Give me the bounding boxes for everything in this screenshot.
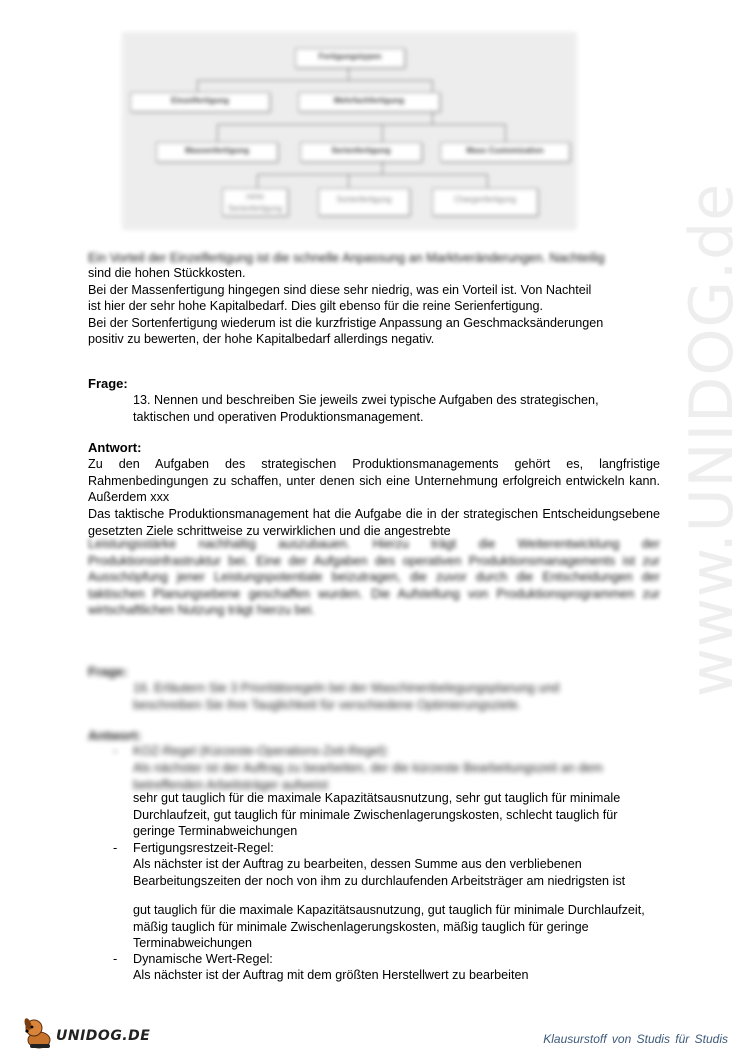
fertigungsrestzeit-rule-evaluation: gut tauglich für die maximale Kapazitätsausnutzung, gut tauglich für minimale Durchlaufzeit, mäßig tauglich für minimale Zwischenlagerungskosten, mäßig tauglich für geringe Terminabweichungen	[133, 903, 645, 951]
dynamische-wert-rule-title: Dynamische Wert-Regel:	[133, 952, 273, 966]
diagram-sortenfertigung-box: Sortenfertigung	[318, 188, 410, 216]
question-16-line-2: beschreiben Sie ihre Tauglichkeit für verschiedene Optimierungsziele.	[133, 697, 522, 712]
diagram-mehrfachfertigung-box: Mehrfachfertigung	[298, 92, 440, 112]
logo-text: UNIDOG.DE	[56, 1028, 151, 1044]
diagram-einzelfertigung-box: Einzelfertigung	[130, 92, 270, 112]
question-16-text	[133, 680, 633, 713]
question-16-label: Frage:	[88, 664, 128, 679]
answer-13-text-taktisch	[88, 506, 660, 539]
list-dash: -	[113, 952, 118, 966]
answer-13-blurred-text: Leistungsstärke nachhaltig auszubauen. Hierzu trägt die Weiterentwicklung der Produktionsinfrastruktur bei. Eine der Aufgaben des operativen Produktionsmanagements ist zur Ausschöpfung jener Leistungspotentiale beizutragen, die zuvor durch die Entscheidungen der taktischen Planungsebene geschaffen wurden. Die Aufstellung von Produktionsprogrammen zur wirtschaftlichen Nutzung trägt hierzu bei.	[88, 537, 660, 618]
dynamische-wert-rule-description: Als nächster ist der Auftrag mit dem größten Herstellwert zu bearbeiten	[133, 968, 529, 982]
unidog-watermark: www.UNIDOG.de	[677, 182, 747, 698]
koz-rule-evaluation: sehr gut tauglich für die maximale Kapazitätsausnutzung, sehr gut tauglich für minimale Durchlaufzeit, gut tauglich für minimale Zwischenlagerungskosten, schlecht tauglich für geringe Terminabweichungen	[133, 791, 621, 839]
fertigungsrestzeit-rule-title: Fertigungsrestzeit-Regel:	[133, 841, 274, 855]
question-13-line-1: 13. Nennen und beschreiben Sie jeweils zwei typische Aufgaben des strategischen,	[133, 393, 599, 407]
answer-13-taktisch-sentence: Das taktische Produktionsmanagement hat die Aufgabe die in der strategischen Entscheidungsebene gesetzten Ziele schrittweise zu verwirklichen und die angestrebte	[88, 507, 660, 538]
footer-tagline: Klausurstoff von Studis für Studis	[543, 1032, 728, 1046]
question-13-line-2: taktischen und operativen Produktionsmanagement.	[133, 409, 424, 424]
diagram-massenfertigung-box: Massenfertigung	[156, 142, 278, 162]
diagram-chargenfertigung-box: Chargenfertigung	[432, 188, 538, 216]
section1-line-3: ist hier der sehr hohe Kapitalbedarf. Dies gilt ebenso für die reine Serienfertigung.	[88, 299, 544, 314]
answer-13-label: Antwort:	[88, 440, 142, 455]
diagram-root-box: Fertigungstypen	[295, 48, 405, 68]
section1-line-1: sind die hohen Stückkosten.	[88, 266, 246, 280]
production-types-diagram	[122, 32, 577, 230]
list-dash: -	[113, 744, 118, 758]
question-16-line-1: 16. Erläutern Sie 3 Prioritätsregeln bei der Maschinenbelegungsplanung und	[133, 681, 560, 695]
list-dash: -	[113, 841, 118, 855]
unidog-logo[interactable]	[22, 1016, 152, 1052]
answer-16-label: Antwort:	[88, 728, 142, 743]
question-13-label: Frage:	[88, 376, 128, 391]
koz-rule-description: Als nächster ist der Auftrag zu bearbeiten, der die kürzeste Bearbeitungszeit an dem betreffenden Arbeitsträger aufweist	[133, 761, 603, 792]
diagram-serienfertigung-box: Serienfertigung	[300, 142, 422, 162]
question-13-text	[133, 392, 663, 425]
answer-13-text: Zu den Aufgaben des strategischen Produktionsmanagements gehört es, langfristige Rahmenbedingungen zu schaffen, unter denen sich eine Unternehmung erfolgreich entwickeln kann. Außerdem xxx	[88, 457, 660, 505]
diagram-mass-customization-box: Mass Customization	[440, 142, 570, 162]
koz-rule-title: KOZ-Regel (Kürzeste-Operations-Zeit-Regel):	[133, 744, 390, 758]
section1-line-2: Bei der Massenfertigung hingegen sind diese sehr niedrig, was ein Vorteil ist. Von Nachteil	[88, 282, 592, 297]
section1-line-5: positiv zu bewerten, der hohe Kapitalbedarf allerdings negativ.	[88, 332, 435, 347]
section1-text	[88, 265, 688, 348]
dog-mascot-icon	[22, 1016, 58, 1052]
section1-line-4: Bei der Sortenfertigung wiederum ist die kurzfristige Anpassung an Geschmacksänderungen	[88, 315, 604, 330]
diagram-reine-serienfertigung-box: reine Serienfertigung	[222, 188, 288, 216]
fertigungsrestzeit-rule-description: Als nächster ist der Auftrag zu bearbeiten, dessen Summe aus den verbliebenen Bearbeitungszeiten der noch von ihm zu durchlaufenden Arbeitsträger am niedrigsten ist	[133, 857, 626, 888]
blurred-intro-line: Ein Vorteil der Einzelfertigung ist die schnelle Anpassung an Marktveränderungen. Nachteilig	[88, 251, 605, 265]
